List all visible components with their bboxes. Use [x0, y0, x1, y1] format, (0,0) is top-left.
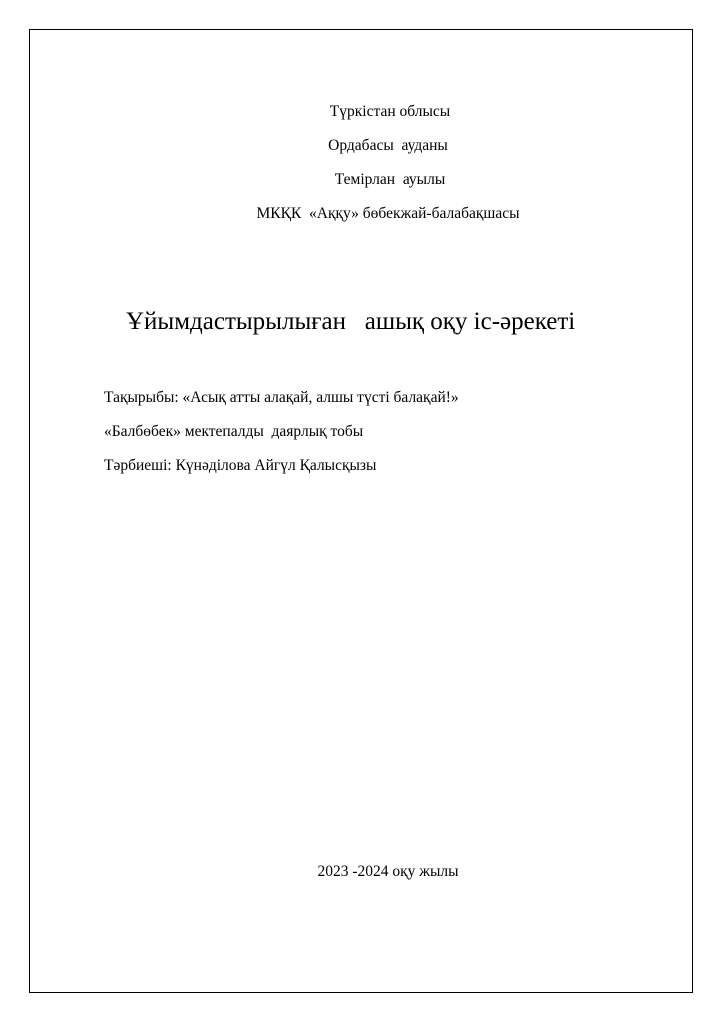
main-title: Ұйымдастырылыған ашық оқу іс-әрекеті: [126, 308, 576, 335]
group-line: «Балбөбек» мектепалды даярлық тобы: [104, 423, 364, 440]
institution-line: МКҚК «Аққу» бөбекжай-балабақшасы: [256, 205, 520, 222]
region-line: Түркістан облысы: [329, 103, 451, 120]
village-line: Темірлан ауылы: [334, 171, 446, 188]
district-line: Ордабасы ауданы: [328, 137, 448, 154]
academic-year: 2023 -2024 оқу жылы: [317, 863, 459, 880]
topic-line: Тақырыбы: «Асық атты алақай, алшы түсті балақай!»: [104, 389, 459, 406]
teacher-line: Тәрбиеші: Күнәділова Айгүл Қалысқызы: [104, 457, 377, 474]
